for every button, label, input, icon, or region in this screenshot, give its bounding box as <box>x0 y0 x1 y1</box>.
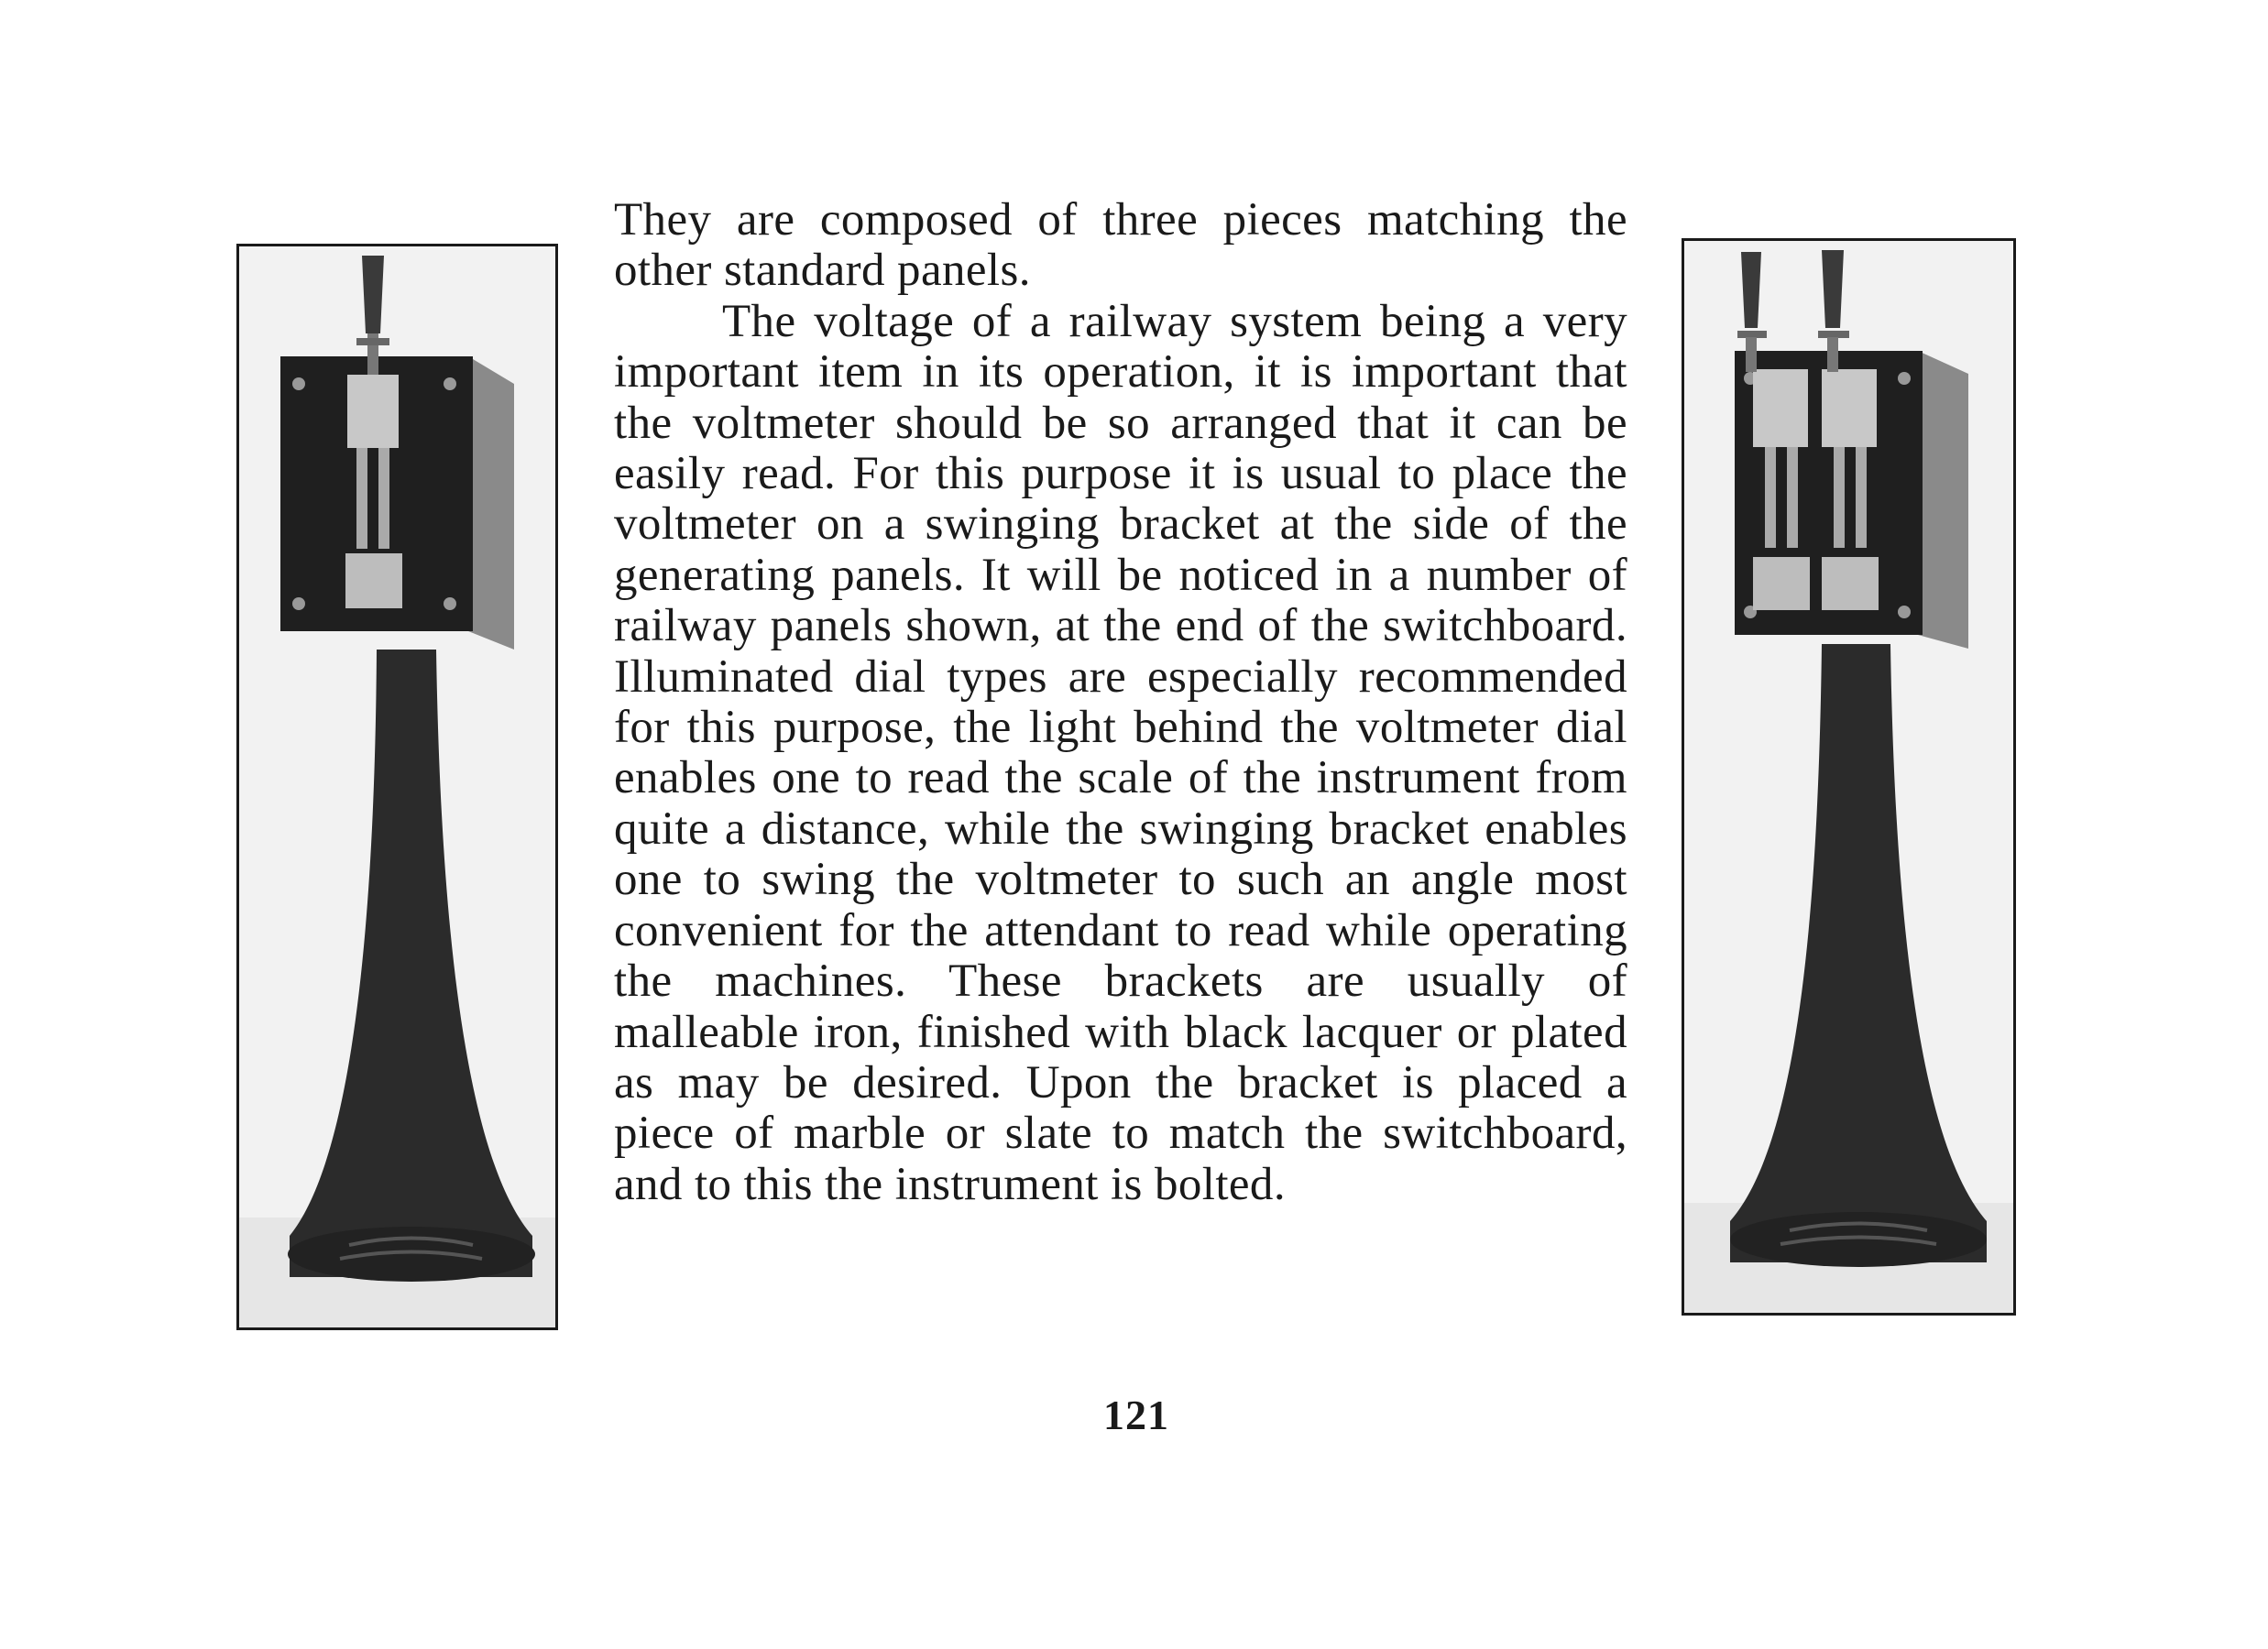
body-text <box>614 195 1627 1210</box>
page-number: 121 <box>1103 1392 1169 1438</box>
figure-right-pedestal-photo <box>1682 238 2016 1316</box>
paragraph-2: The voltage of a railway system being a very important item in its operation, it is important that the voltmeter should be so arranged that it can be easily read. For this purpose it is usual to place the voltmeter on a swinging bracket at the side of the generating panels. It will be noticed in a number of railway panels shown, at the end of the switchboard. Illuminated dial types are especially recommended for this purpose, the light behind the voltmeter dial enables one to read the scale of the instrument from quite a distance, while the swinging bracket enables one to swing the voltmeter to such an angle most convenient for the attendant to read while operating the machines. These brackets are usually of malleable iron, finished with black lacquer or plated as may be desired. Upon the bracket is placed a piece of marble or slate to match the switchboard, and to this the instrument is bolted. <box>614 295 1627 1210</box>
pedestal-double-switch-icon <box>1684 241 2013 1313</box>
paragraph-1: They are composed of three pieces matching the other standard panels. <box>614 194 1627 297</box>
pedestal-switch-icon <box>239 246 555 1327</box>
figure-left-pedestal-photo <box>236 244 558 1330</box>
